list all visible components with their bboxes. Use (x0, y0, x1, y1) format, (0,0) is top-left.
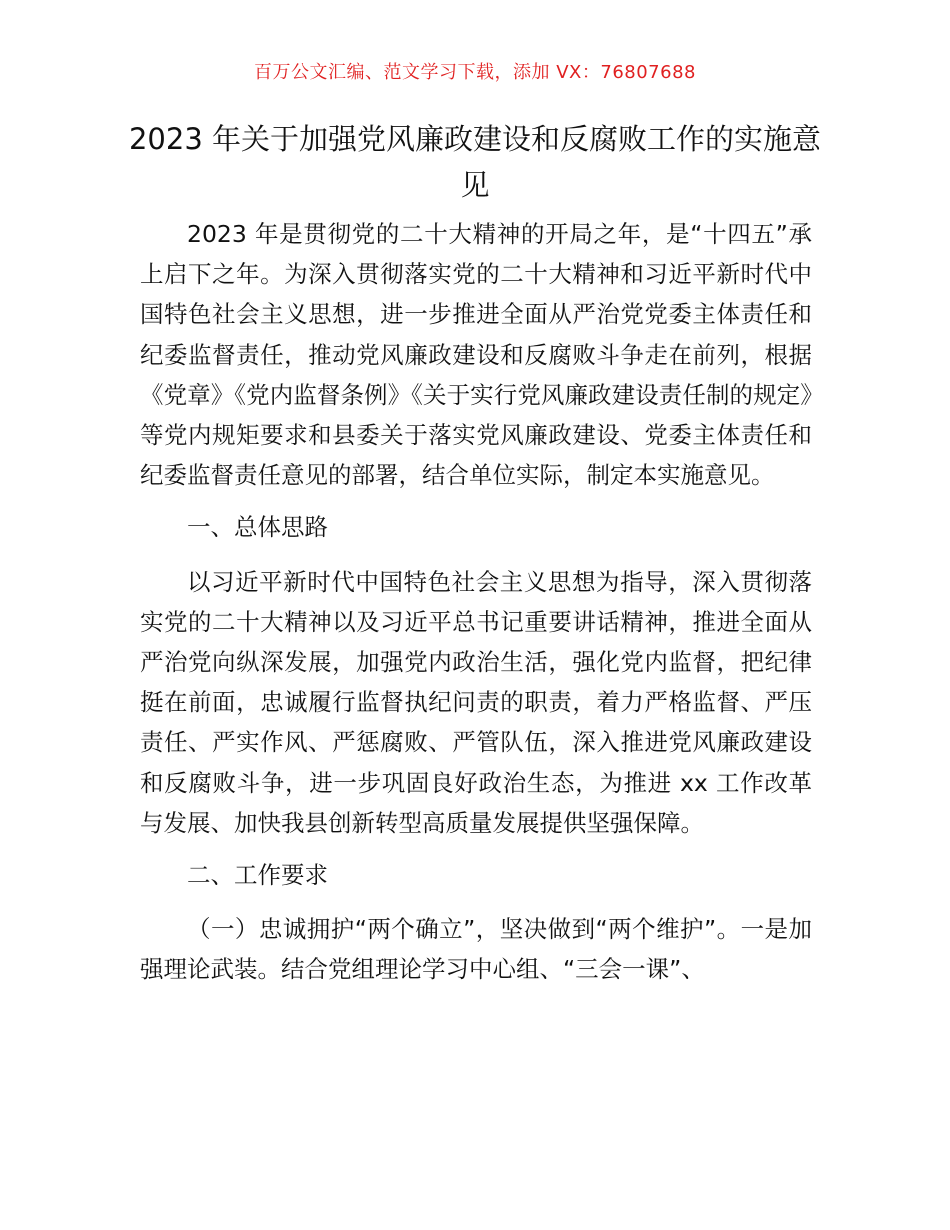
header-note: 百万公文汇编、范文学习下载，添加 VX：76807688 (254, 62, 696, 83)
intro-paragraph: 2023 年是贯彻党的二十大精神的开局之年，是“十四五”承上启下之年。为深入贯彻落实党的二十大精神和习近平新时代中国特色社会主义思想，进一步推进全面从严治党党委主体责任和纪委监督责任，推动党风廉政建设和反腐败斗争走在前列，根据《党章》《党内监督条例》《关于实行党风廉政建设责任制的规定》等党内规矩要求和县委关于落实党风廉政建设、党委主体责任和纪委监督责任意见的部署，结合单位实际，制定本实施意见。 (140, 220, 812, 490)
section-2-paragraph: （一）忠诚拥护“两个确立”，坚决做到“两个维护”。一是加强理论武装。结合党组理论学习中心组、“三会一课”、 (140, 915, 812, 984)
section-1-paragraph: 以习近平新时代中国特色社会主义思想为指导，深入贯彻落实党的二十大精神以及习近平总书记重要讲话精神，推进全面从严治党向纵深发展，加强党内政治生活，强化党内监督，把纪律挺在前面，忠诚履行监督执纪问责的职责，着力严格监督、严压责任、严实作风、严惩腐败、严管队伍，深入推进党风廉政建设和反腐败斗争，进一步巩固良好政治生态，为推进 xx 工作改革与发展、加快我县创新转型高质量发展提供坚强保障。 (140, 567, 812, 837)
document-title: 2023 年关于加强党风廉政建设和反腐败工作的实施意见 (128, 122, 822, 202)
document-body (140, 214, 812, 990)
section-2-heading: 二、工作要求 (187, 861, 328, 890)
section-1-heading: 一、总体思路 (187, 513, 328, 542)
